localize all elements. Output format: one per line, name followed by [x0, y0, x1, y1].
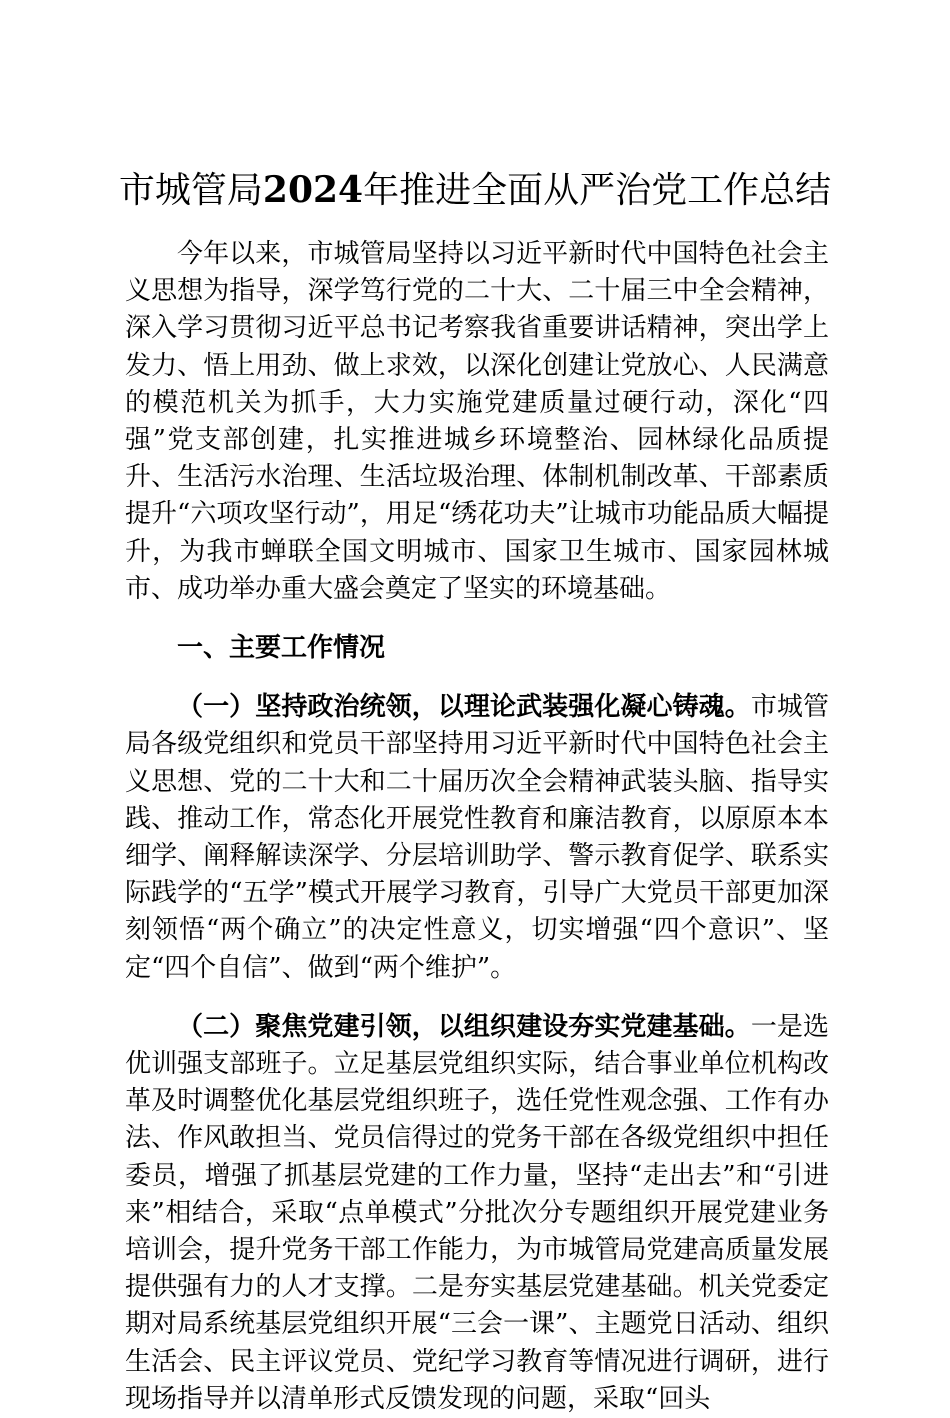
item-2-lead: （二）聚焦党建引领，以组织建设夯实党建基础。 [177, 1011, 751, 1042]
title-prefix: 市城管局 [118, 170, 263, 211]
item-2-text: 一是选优训强支部班子。立足基层党组织实际，结合事业单位机构改革及时调整优化基层党组织班子，选任党性观念强、工作有办法、作风敢担当、党员信得过的党务干部在各级党组织中担任委员，增强了抓基层党建的工作力量，坚持“走出去”和“引进来”相结合，采取“点单模式”分批次分专题组织开展党建业务培训会，提升党务干部工作能力，为市城管局党建高质量发展提供强有力的人才支撑。二是夯实基层党建基础。机关党委定期对局系统基层党组织开展“三会一课”、主题党日活动、组织生活会、民主评议党员、党纪学习教育等情况进行调研，进行现场指导并以清单形式反馈发现的问题，采取“回头 [125, 1011, 829, 1414]
item-paragraph-1 [125, 689, 829, 987]
document-body [125, 236, 829, 1418]
document-title [0, 162, 950, 219]
item-1-lead: （一）坚持政治统领，以理论武装强化凝心铸魂。 [177, 692, 751, 723]
title-year: 2024 [262, 169, 364, 211]
intro-paragraph: 今年以来，市城管局坚持以习近平新时代中国特色社会主义思想为指导，深学笃行党的二十大、二十届三中全会精神，深入学习贯彻习近平总书记考察我省重要讲话精神，突出学上发力、悟上用劲、做上求效，以深化创建让党放心、人民满意的模范机关为抓手，大力实施党建质量过硬行动，深化“四强”党支部创建，扎实推进城乡环境整治、园林绿化品质提升、生活污水治理、生活垃圾治理、体制机制改革、干部素质提升“六项攻坚行动”，用足“绣花功夫”让城市功能品质大幅提升，为我市蝉联全国文明城市、国家卫生城市、国家园林城市、成功举办重大盛会奠定了坚实的环境基础。 [125, 239, 829, 604]
title-suffix: 年推进全面从严治党工作总结 [363, 170, 832, 211]
item-paragraph-2 [125, 1009, 829, 1418]
section-heading: 一、主要工作情况 [177, 633, 386, 664]
item-1-text: 市城管局各级党组织和党员干部坚持用习近平新时代中国特色社会主义思想、党的二十大和二十届历次全会精神武装头脑、指导实践、推动工作，常态化开展党性教育和廉洁教育，以原原本本细学、阐释解读深学、分层培训助学、警示教育促学、联系实际践学的“五学”模式开展学习教育，引导广大党员干部更加深刻领悟“两个确立”的决定性意义，切实增强“四个意识”、坚定“四个自信”、做到“两个维护”。 [125, 692, 829, 983]
